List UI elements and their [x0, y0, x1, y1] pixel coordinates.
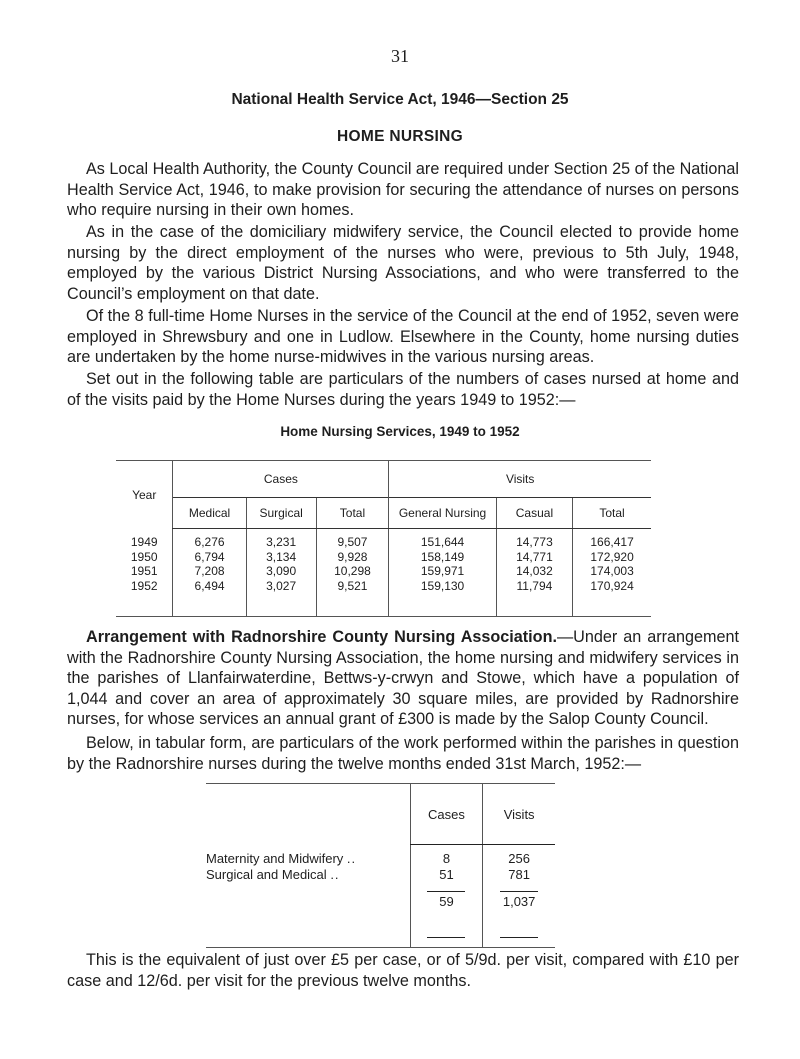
- paragraph-3: Of the 8 full-time Home Nurses in the service of the Council at the end of 1952, seven were employed in Shrewsbury and one in Ludlow. Elsewhere in the County, home nursing duties are undertaken by the home nurse-midwives in the various nursing areas.: [67, 307, 739, 366]
- total-underline: [427, 937, 465, 938]
- visits-header: Visits: [483, 784, 555, 845]
- visits-header: Visits: [389, 461, 651, 498]
- table-row: [116, 550, 651, 565]
- cases-header: Cases: [173, 461, 389, 498]
- leader-dots: ..: [330, 867, 340, 882]
- cell-casual: 14,771: [496, 550, 572, 565]
- table-title: Home Nursing Services, 1949 to 1952: [280, 424, 520, 439]
- table-row: [116, 529, 651, 550]
- cell-visits: 781: [483, 867, 555, 883]
- cell-general-nursing: 159,130: [389, 579, 496, 617]
- page-number: 31: [391, 46, 409, 66]
- section-heading: National Health Service Act, 1946—Section 25: [231, 91, 569, 108]
- cell-cases-total: 10,298: [316, 564, 389, 579]
- cell-medical: 6,276: [173, 529, 246, 550]
- cell-casual: 14,032: [496, 564, 572, 579]
- col-general-nursing: General Nursing: [389, 498, 496, 529]
- cell-surgical: 3,090: [246, 564, 316, 579]
- total-underline: [500, 937, 538, 938]
- row-label: Maternity and Midwifery: [206, 850, 344, 866]
- paragraph-5-heading: Arrangement with Radnorshire County Nursing Association.: [86, 628, 557, 646]
- col-visits-total: Total: [573, 498, 651, 529]
- col-casual: Casual: [496, 498, 572, 529]
- paragraph-2: As in the case of the domiciliary midwifery service, the Council elected to provide home nursing by the direct employment of the nurses who were, previous to 5th July, 1948, employed by the various District Nursing Associations, and who were transferred to the Council’s employment on that date.: [67, 223, 739, 303]
- home-nursing-table: [116, 460, 651, 617]
- cell-cases-total: 9,507: [316, 529, 389, 550]
- cell-year: 1951: [130, 564, 158, 578]
- cell-surgical: 3,231: [246, 529, 316, 550]
- cell-cases: 51: [410, 867, 483, 883]
- cell-year: 1952: [130, 578, 158, 593]
- col-cases-total: Total: [316, 498, 389, 529]
- col-surgical: Surgical: [246, 498, 316, 529]
- cell-visits-total: 172,920: [573, 550, 651, 565]
- table-row: [206, 845, 555, 868]
- cell-casual: 11,794: [496, 579, 572, 617]
- table-row: [116, 564, 651, 579]
- cell-medical: 6,494: [173, 579, 246, 617]
- cases-header: Cases: [410, 784, 483, 845]
- leader-dots: ..: [346, 850, 357, 866]
- paragraph-7: This is the equivalent of just over £5 per case, or of 5/9d. per visit, compared with £10 per case and 12/6d. per visit for the previous twelve months.: [67, 951, 739, 990]
- paragraph-1: As Local Health Authority, the County Council are required under Section 25 of the National Health Service Act, 1946, to make provision for securing the attendance of nurses on persons who require nursing in their own homes.: [67, 160, 739, 219]
- paragraph-5-body: —Under an arrangement with the Radnorshire County Nursing Association, the home nursing and midwifery services in the parishes of Llanfairwaterdine, Bettws-y-crwyn and Stowe, which have a population of 1,044 and cover an area of approximately 30 square miles, are provided by Radnorshire nurses, for whose services an annual grant of £300 is made by the Salop County Council.: [67, 628, 739, 728]
- cell-medical: 6,794: [173, 550, 246, 565]
- row-label: Surgical and Medical: [206, 867, 327, 882]
- cell-surgical: 3,134: [246, 550, 316, 565]
- table-row: [206, 867, 555, 883]
- cell-cases-total: 9,928: [316, 550, 389, 565]
- cell-year: 1949: [130, 534, 158, 549]
- cell-casual: 14,773: [496, 529, 572, 550]
- col-medical: Medical: [173, 498, 246, 529]
- cell-cases-total: 9,521: [316, 579, 389, 617]
- total-row: [206, 883, 555, 919]
- total-visits: 1,037: [500, 891, 538, 909]
- cell-general-nursing: 159,971: [389, 564, 496, 579]
- cell-visits-total: 170,924: [573, 579, 651, 617]
- radnorshire-table: [206, 783, 555, 948]
- cell-visits-total: 174,003: [573, 564, 651, 579]
- table-row: [116, 579, 651, 617]
- total-cases: 59: [427, 891, 465, 909]
- cell-visits: 256: [483, 845, 555, 868]
- paragraph-6: Below, in tabular form, are particulars of the work performed within the parishes in question by the Radnorshire nurses during the twelve months ended 31st March, 1952:—: [67, 734, 739, 773]
- cell-year: 1950: [130, 549, 158, 564]
- cell-surgical: 3,027: [246, 579, 316, 617]
- cell-medical: 7,208: [173, 564, 246, 579]
- cell-general-nursing: 158,149: [389, 550, 496, 565]
- paragraph-5: [67, 627, 739, 730]
- cell-visits-total: 166,417: [573, 529, 651, 550]
- year-header: Year: [132, 487, 157, 502]
- cell-cases: 8: [410, 845, 483, 868]
- paragraph-4: Set out in the following table are particulars of the numbers of cases nursed at home and of the visits paid by the Home Nurses during the years 1949 to 1952:—: [67, 370, 739, 409]
- cell-general-nursing: 151,644: [389, 529, 496, 550]
- page-title: HOME NURSING: [337, 128, 463, 145]
